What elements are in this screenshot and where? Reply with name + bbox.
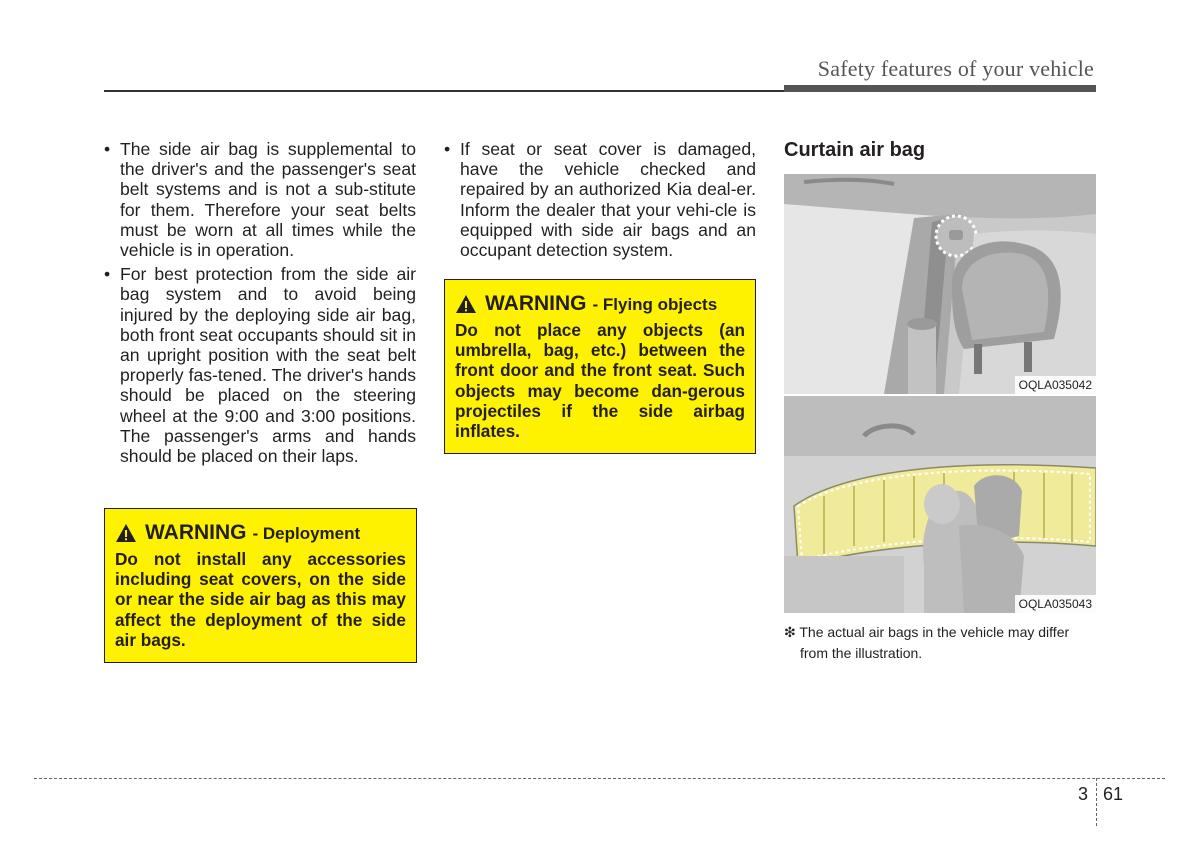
note-line: from the illustration. (800, 645, 923, 661)
warning-label: WARNING (485, 292, 587, 315)
warning-triangle-icon (455, 294, 477, 314)
warning-body: Do not place any objects (an umbrella, bag, etc.) between the front door and the front seat. Such objects may become dan-gerous projectiles if the side airbag inflates. (455, 320, 745, 442)
figure-curtain-airbag-deployed (784, 394, 1096, 613)
footer-rule (34, 778, 1165, 779)
bullet-item: • The side air bag is supplemental to the driver's and the passenger's seat belt systems and is not a sub-stitute for them. Therefore your seat belts must be worn at all times while the vehicle is in operation. (104, 139, 416, 260)
bullet-list (444, 139, 756, 260)
illustration-roof-pillar (784, 174, 1096, 394)
warning-body: Do not install any accessories including seat covers, on the side or near the side air bag as this may affect the deployment of the side air bags. (115, 549, 406, 650)
illustration-airbag-deployed (784, 396, 1096, 613)
warning-triangle-icon (115, 523, 137, 543)
header-rule-accent (784, 85, 1096, 92)
warning-subtitle: - Flying objects (592, 295, 718, 314)
footer-divider (1096, 778, 1097, 826)
figure-curtain-airbag-location (784, 174, 1096, 394)
page-header-title: Safety features of your vehicle (817, 56, 1094, 81)
bullet-list (104, 139, 416, 466)
illustration-note (784, 622, 1102, 664)
bullet-item: • If seat or seat cover is damaged, have the vehicle checked and repaired by an authorized Kia deal-er. Inform the dealer that your vehi-cle is equipped with side air bags and an occupant detection system. (444, 139, 756, 260)
warning-title (115, 521, 406, 545)
warning-box-flying-objects (444, 279, 756, 454)
section-heading: Curtain air bag (784, 139, 926, 161)
bullet-item: • For best protection from the side air bag system and to avoid being injured by the deploying side air bag, both front seat occupants should sit in an upright position with the seat belt properly fas-tened. The driver's hands should be placed on the steering wheel at the 9:00 and 3:00 positions. The passenger's arms and hands should be placed on their laps. (104, 264, 416, 466)
note-line: ❇ The actual air bags in the vehicle may differ (784, 624, 1070, 640)
warning-label: WARNING (145, 521, 247, 544)
header-rule (104, 90, 784, 92)
column-left (104, 139, 416, 470)
column-middle (444, 139, 756, 264)
page-number: 61 (1103, 784, 1124, 804)
chapter-number: 3 (1078, 784, 1089, 804)
warning-title (455, 292, 745, 316)
figure-code: OQLA035043 (1015, 595, 1096, 613)
figure-code: OQLA035042 (1015, 376, 1096, 394)
warning-subtitle: - Deployment (252, 524, 361, 543)
warning-box-deployment (104, 508, 417, 663)
